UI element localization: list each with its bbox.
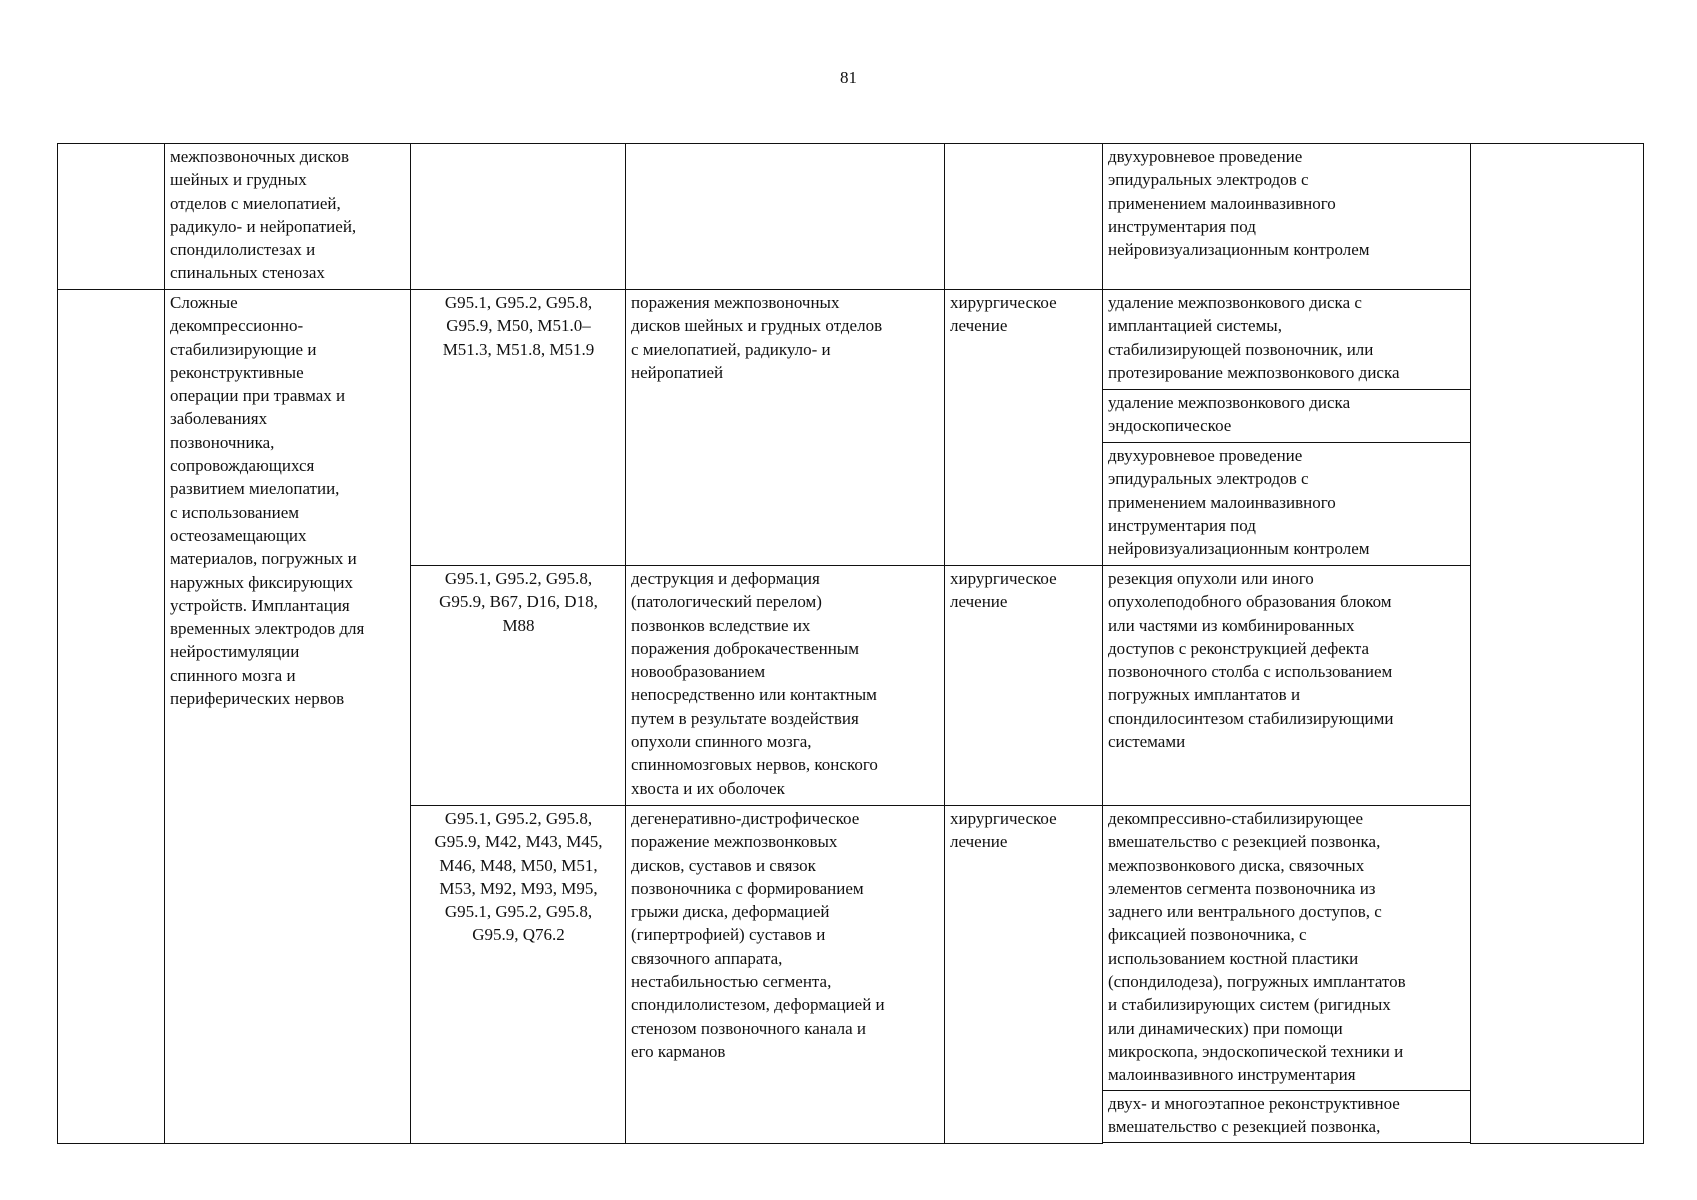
text-line: вмешательство с резекцией позвонка, <box>1108 1117 1381 1137</box>
text-line: эндоскопическое <box>1108 416 1232 436</box>
text-line: позвонков вследствие их <box>631 615 811 635</box>
treatment-type-cell <box>945 566 1103 806</box>
page-number: 81 <box>840 68 857 87</box>
text-line: M51.3, M51.8, M51.9 <box>442 339 595 359</box>
text-line: спондилосинтезом стабилизирующими <box>1108 708 1394 728</box>
icd-codes-cell <box>411 290 626 566</box>
text-line: связочного аппарата, <box>631 948 783 968</box>
text-line: декомпрессивно-стабилизирующее <box>1108 809 1364 828</box>
icd-codes-cell <box>411 806 626 1144</box>
text-line: имплантацией системы, <box>1108 316 1282 336</box>
text-line: нестабильностью сегмента, <box>631 972 832 992</box>
text-line: и стабилизирующих систем (ригидных <box>1108 995 1391 1015</box>
text-line: стабилизирующей позвоночник, или <box>1108 339 1374 359</box>
text-line: двухуровневое проведение <box>1108 446 1303 465</box>
text-line: отделов с миелопатией, <box>170 193 341 213</box>
text-line: микроскопа, эндоскопической техники и <box>1108 1041 1404 1061</box>
text-line: (патологический перелом) <box>631 592 822 612</box>
text-line: нейровизуализационным контролем <box>1108 539 1370 559</box>
text-line: малоинвазивного инструментария <box>1108 1065 1356 1085</box>
text-line: материалов, погружных и <box>170 549 357 569</box>
text-line: развитием миелопатии, <box>170 479 340 499</box>
text-line: хирургическое <box>950 293 1057 312</box>
text-line: применением малоинвазивного <box>1108 193 1336 213</box>
text-line: хирургическое <box>950 809 1057 828</box>
number-cell <box>58 290 165 1144</box>
text-line: G95.9, M42, M43, M45, <box>434 832 603 852</box>
text-line: дисков шейных и грудных отделов <box>631 316 883 336</box>
method-cell <box>1103 443 1471 566</box>
text-line: межпозвоночных дисков <box>170 147 349 166</box>
text-line: дисков, суставов и связок <box>631 855 816 875</box>
text-line: инструментария под <box>1108 216 1256 236</box>
text-line: погружных имплантатов и <box>1108 685 1301 705</box>
text-line: операции при травмах и <box>170 386 346 406</box>
method-cell <box>1103 390 1471 443</box>
text-line: лечение <box>950 592 1008 612</box>
text-line: позвоночника с формированием <box>631 878 864 898</box>
text-line: опухолеподобного образования блоком <box>1108 592 1392 612</box>
text-line: протезирование межпозвонкового диска <box>1108 362 1400 382</box>
text-line: фиксацией позвоночника, с <box>1108 925 1307 945</box>
condition-cell <box>626 806 945 1144</box>
table-row <box>58 290 1644 390</box>
text-line: эпидуральных электродов с <box>1108 170 1309 190</box>
intervention-name-cell <box>165 290 411 1144</box>
text-line: деструкция и деформация <box>631 569 820 588</box>
text-line: грыжи диска, деформацией <box>631 902 830 922</box>
text-line: спинномозговых нервов, конского <box>631 755 878 775</box>
text-line: устройств. Имплантация <box>170 595 350 615</box>
method-cell <box>1103 806 1471 1091</box>
text-line: эпидуральных электродов с <box>1108 469 1309 489</box>
text-line: хирургическое <box>950 569 1057 588</box>
text-line: применением малоинвазивного <box>1108 492 1336 512</box>
condition-cell <box>626 566 945 806</box>
text-line: позвоночного столба с использованием <box>1108 662 1393 682</box>
text-line: резекция опухоли или иного <box>1108 569 1314 588</box>
text-line: дегенеративно-дистрофическое <box>631 809 860 828</box>
text-line: путем в результате воздействия <box>631 708 859 728</box>
text-line: или динамических) при помощи <box>1108 1018 1343 1038</box>
method-cell <box>1103 566 1471 806</box>
text-line: G95.9, Q76.2 <box>472 925 565 945</box>
text-line: системами <box>1108 732 1186 752</box>
medical-services-table <box>57 143 1644 1144</box>
text-line: G95.9, M50, M51.0– <box>446 316 591 336</box>
text-line: позвоночника, <box>170 432 275 452</box>
text-line: спинного мозга и <box>170 665 296 685</box>
treatment-type-cell <box>945 806 1103 1144</box>
text-line: двухуровневое проведение <box>1108 147 1303 166</box>
icd-codes-cell <box>411 566 626 806</box>
text-line: удаление межпозвонкового диска <box>1108 393 1351 412</box>
text-line: (спондилодеза), погружных имплантатов <box>1108 972 1406 992</box>
text-line: новообразованием <box>631 662 766 682</box>
text-line: или частями из комбинированных <box>1108 615 1355 635</box>
text-line: нейропатией <box>631 362 724 382</box>
text-line: временных электродов для <box>170 619 365 639</box>
text-line: G95.9, B67, D16, D18, <box>439 592 598 612</box>
text-line: спондилолистезах и <box>170 240 316 260</box>
text-line: реконструктивные <box>170 362 304 382</box>
text-line: доступов с реконструкцией дефекта <box>1108 638 1370 658</box>
text-line: заднего или вентрального доступов, с <box>1108 902 1382 922</box>
table-row <box>58 144 1644 290</box>
text-line: двух- и многоэтапное реконструктивное <box>1108 1094 1400 1113</box>
text-line: спондилолистезом, деформацией и <box>631 995 885 1015</box>
text-line: стабилизирующие и <box>170 339 317 359</box>
treatment-type-cell <box>945 290 1103 566</box>
method-cell <box>1103 1091 1471 1143</box>
text-line: нейростимуляции <box>170 642 300 662</box>
text-line: M88 <box>502 615 535 635</box>
text-line: вмешательство с резекцией позвонка, <box>1108 832 1381 852</box>
condition-cell <box>626 144 945 290</box>
text-line: заболеваниях <box>170 409 268 429</box>
text-line: поражения доброкачественным <box>631 638 859 658</box>
text-line: поражение межпозвонковых <box>631 832 838 852</box>
cost-cell <box>1471 144 1644 1144</box>
text-line: G95.1, G95.2, G95.8, <box>444 569 593 588</box>
text-line: хвоста и их оболочек <box>631 778 785 798</box>
text-line: удаление межпозвонкового диска с <box>1108 293 1362 312</box>
text-line: лечение <box>950 832 1008 852</box>
text-line: M53, M92, M93, M95, <box>439 878 598 898</box>
text-line: (гипертрофией) суставов и <box>631 925 826 945</box>
text-line: инструментария под <box>1108 515 1256 535</box>
text-line: опухоли спинного мозга, <box>631 732 812 752</box>
text-line: с миелопатией, радикуло- и <box>631 339 831 359</box>
method-cell <box>1103 290 1471 390</box>
text-line: остеозамещающих <box>170 525 307 545</box>
text-line: G95.1, G95.2, G95.8, <box>444 902 593 922</box>
text-line: лечение <box>950 316 1008 336</box>
text-line: сопровождающихся <box>170 456 315 476</box>
text-line: межпозвонкового диска, связочных <box>1108 855 1365 875</box>
text-line: Сложные <box>170 293 238 312</box>
text-line: наружных фиксирующих <box>170 572 353 592</box>
text-line: периферических нервов <box>170 689 345 709</box>
text-line: его карманов <box>631 1041 726 1061</box>
treatment-type-cell <box>945 144 1103 290</box>
number-cell <box>58 144 165 290</box>
method-cell <box>1103 144 1471 290</box>
condition-cell <box>626 290 945 566</box>
text-line: поражения межпозвоночных <box>631 293 840 312</box>
text-line: шейных и грудных <box>170 170 307 190</box>
text-line: элементов сегмента позвоночника из <box>1108 878 1376 898</box>
text-line: декомпрессионно- <box>170 316 304 336</box>
intervention-name-cell <box>165 144 411 290</box>
text-line: радикуло- и нейропатией, <box>170 216 357 236</box>
text-line: G95.1, G95.2, G95.8, <box>444 809 593 828</box>
text-line: нейровизуализационным контролем <box>1108 240 1370 260</box>
text-line: M46, M48, M50, M51, <box>439 855 598 875</box>
text-line: с использованием <box>170 502 300 522</box>
text-line: непосредственно или контактным <box>631 685 877 705</box>
text-line: G95.1, G95.2, G95.8, <box>444 293 593 312</box>
text-line: спинальных стенозах <box>170 263 325 283</box>
text-line: использованием костной пластики <box>1108 948 1359 968</box>
text-line: стенозом позвоночного канала и <box>631 1018 866 1038</box>
icd-codes-cell <box>411 144 626 290</box>
